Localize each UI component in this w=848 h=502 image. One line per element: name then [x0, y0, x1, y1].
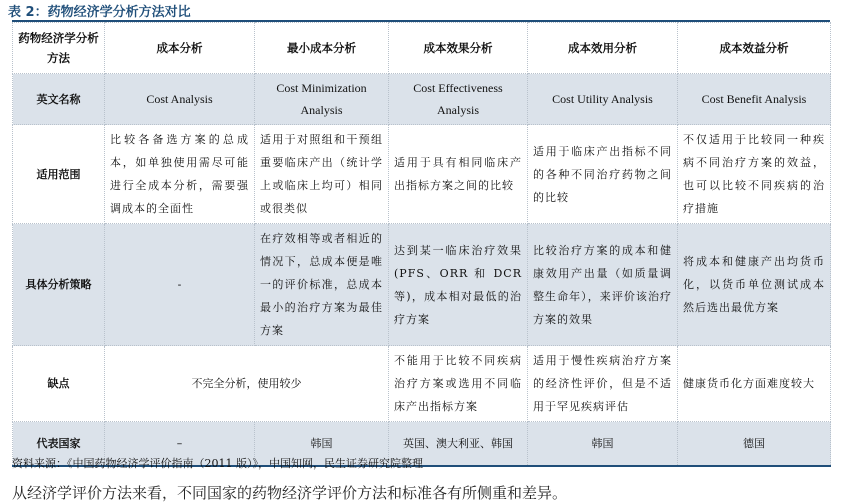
drawbacks-cost-benefit: 健康货币化方面难度较大 — [678, 346, 831, 422]
row-label-english: 英文名称 — [13, 74, 105, 125]
table-row — [13, 224, 831, 346]
strategy-cost-utility: 比较治疗方案的成本和健康效用产出量（如质量调整生命年），来评价该治疗方案的效果 — [528, 224, 678, 346]
strategy-cost-effectiveness: 达到某一临床治疗效果(PFS、ORR 和 DCR 等)，成本相对最低的治疗方案 — [389, 224, 528, 346]
english-cost-effectiveness: Cost Effectiveness Analysis — [389, 74, 528, 125]
header-corner: 药物经济学分析方法 — [13, 23, 105, 74]
table-row — [13, 346, 831, 422]
scope-cost-analysis: 比较各备选方案的总成本，如单独使用需尽可能进行全成本分析，需要强调成本的全面性 — [105, 125, 255, 224]
scope-cost-utility: 适用于临床产出指标不同的各种不同治疗药物之间的比较 — [528, 125, 678, 224]
row-label-countries: 代表国家 — [13, 422, 105, 466]
header-cost-effectiveness: 成本效果分析 — [389, 23, 528, 74]
header-row — [13, 23, 831, 74]
english-cost-minimization: Cost Minimization Analysis — [255, 74, 389, 125]
strategy-cost-minimization: 在疗效相等或者相近的情况下，总成本便是唯一的评价标准，总成本最小的治疗方案为最佳方案 — [255, 224, 389, 346]
country-cost-effectiveness: 英国、澳大利亚、韩国 — [389, 422, 528, 466]
cutoff-text-line: 从经济学评价方法来看，不同国家的药物经济学评价方法和标准各有所侧重和差异。 — [12, 484, 568, 502]
table-row — [13, 74, 831, 125]
row-label-scope: 适用范围 — [13, 125, 105, 224]
drawbacks-cost-utility: 适用于慢性疾病治疗方案的经济性评价，但是不适用于罕见疾病评估 — [528, 346, 678, 422]
english-cost-benefit: Cost Benefit Analysis — [678, 74, 831, 125]
scope-cost-minimization: 适用于对照组和干预组重要临床产出（统计学上或临床上均可）相同或很类似 — [255, 125, 389, 224]
country-cost-analysis: – — [105, 422, 255, 466]
scope-cost-benefit: 不仅适用于比较同一种疾病不同治疗方案的效益，也可以比较不同疾病的治疗措施 — [678, 125, 831, 224]
header-cost-utility: 成本效用分析 — [528, 23, 678, 74]
row-label-drawbacks: 缺点 — [13, 346, 105, 422]
drawbacks-merged-cell: 不完全分析，使用较少 — [105, 346, 389, 422]
english-cost-utility: Cost Utility Analysis — [528, 74, 678, 125]
table-row — [13, 125, 831, 224]
strategy-cost-analysis: - — [105, 224, 255, 346]
country-cost-benefit: 德国 — [678, 422, 831, 466]
header-cost-minimization: 最小成本分析 — [255, 23, 389, 74]
row-label-strategy: 具体分析策略 — [13, 224, 105, 346]
strategy-cost-benefit: 将成本和健康产出均货币化，以货币单位测试成本然后选出最优方案 — [678, 224, 831, 346]
drawbacks-cost-effectiveness: 不能用于比较不同疾病治疗方案或选用不同临床产出指标方案 — [389, 346, 528, 422]
source-note: 资料来源：《中国药物经济学评价指南（2011 版）》，中国知网，民生证券研究院整理 — [12, 457, 423, 470]
scope-cost-effectiveness: 适用于具有相同临床产出指标方案之间的比较 — [389, 125, 528, 224]
header-cost-benefit: 成本效益分析 — [678, 23, 831, 74]
country-cost-utility: 韩国 — [528, 422, 678, 466]
table-title: 表 2：药物经济学分析方法对比 — [8, 5, 191, 20]
header-cost-analysis: 成本分析 — [105, 23, 255, 74]
country-cost-minimization: 韩国 — [255, 422, 389, 466]
english-cost-analysis: Cost Analysis — [105, 74, 255, 125]
comparison-table — [12, 22, 831, 467]
